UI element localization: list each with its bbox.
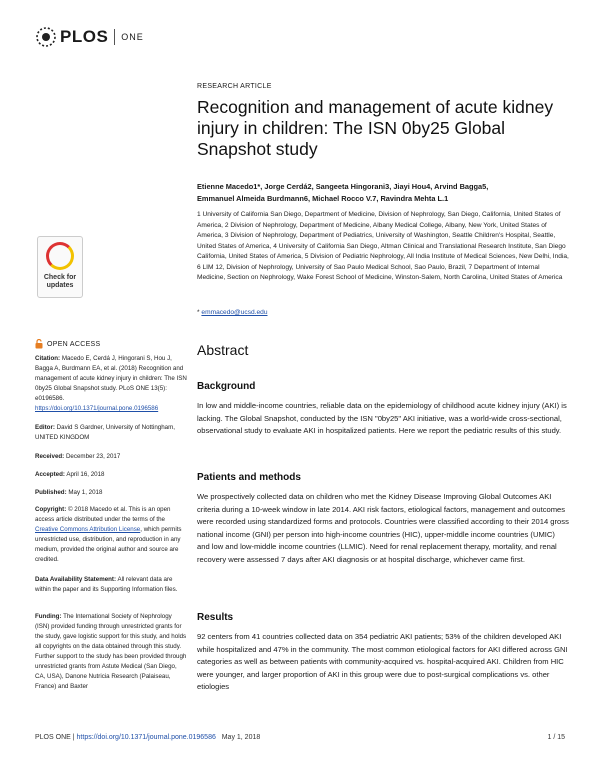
page-footer (35, 734, 565, 741)
footer-doi-link[interactable]: https://doi.org/10.1371/journal.pone.0196586 (76, 734, 216, 741)
methods-text: We prospectively collected data on children who met the Kidney Disease Improving Global Outcomes AKI criteria during a 10-week window in late 2014. AKI risk factors, etiological factors, management and outcomes were recorded using standardized forms and protocols. Countries were classified according to their 2014 gross national income (GNI) per person into high-income countries (HIC), upper-middle income countries (UMIC) and low and low-middle income countries (LLMIC). Need for renal replacement therapy, mortality, and renal recovery were assessed 7 days after AKI diagnosis or at hospital discharge, whichever came first. (197, 492, 569, 564)
received-block (35, 452, 187, 462)
article-type: RESEARCH ARTICLE (197, 83, 272, 90)
editor-block (35, 423, 187, 443)
check-updates-label: Check for updates (43, 274, 77, 289)
accepted-text: April 16, 2018 (66, 471, 105, 478)
copyright-text-1: © 2018 Macedo et al. This is an open access article distributed under the terms of the (35, 506, 171, 523)
footer-left (35, 734, 260, 741)
background-text: In low and middle-income countries, reliable data on the epidemiology of childhood acute kidney injury (AKI) is lacking. The Global Snapshot, conducted by the ISN "0by25" AKI initiative, was a world-wide cross-sectional, observational study to evaluate AKI in hospitalized patients. Here we report the pediatric results of this study. (197, 401, 567, 436)
license-link[interactable]: Creative Commons Attribution License (35, 526, 141, 533)
plos-logo (35, 26, 144, 48)
copyright-block (35, 505, 187, 565)
background-heading: Background (197, 381, 256, 392)
check-for-updates-badge[interactable] (37, 236, 83, 298)
citation-block (35, 354, 187, 414)
footer-journal: PLOS ONE (35, 734, 71, 741)
journal-name: PLOS (60, 27, 109, 46)
data-availability-block (35, 575, 187, 595)
copyright-label: Copyright: (35, 506, 67, 513)
open-lock-icon (35, 339, 43, 349)
accepted-block (35, 470, 187, 480)
journal-section: ONE (121, 32, 144, 42)
open-access (35, 339, 100, 349)
copyright-text-2: , which permits unrestricted use, distribution, and reproduction in any medium, provided the original author and source are credited. (35, 526, 182, 563)
citation-label: Citation: (35, 355, 61, 362)
received-text: December 23, 2017 (65, 453, 121, 460)
editor-label: Editor: (35, 424, 55, 431)
published-label: Published: (35, 489, 67, 496)
data-availability-label: Data Availability Statement: (35, 576, 117, 583)
check-updates-icon (46, 242, 74, 270)
affiliations: 1 University of California San Diego, Department of Medicine, Division of Nephrology, San Diego, California, United States of America, 2 Division of Nephrology, Department of Medicine, Albany Medical College, Albany, New York, United States of America, 3 Division of Nephrology, Department of Pediatrics, University of Washington, Seattle Children's Hospital, Seattle, United States of America, 4 University of California San Diego, Altman Clinical and Translational Research Institute, San Diego California, United States of America, 5 Division of Pediatric Nephrology, All India Institute of Medical Sciences, New Delhi, India, 6 LIM 12, Division of Nephrology, University of Sao Paulo Medical School, Sao Paulo, Brazil, 7 Department of Internal Medicine, Section on Nephrology, Wake Forest School of Medicine, Winston-Salem, North Carolina, United States of America (197, 211, 569, 281)
funding-label: Funding: (35, 613, 62, 620)
plos-mark-icon (35, 26, 57, 48)
footer-date: May 1, 2018 (221, 734, 261, 741)
authors-line-1: Etienne Macedo1*, Jorge Cerdá2, Sangeeta Hingorani3, Jiayi Hou4, Arvind Bagga5, (197, 182, 489, 191)
email-asterisk: * (197, 309, 200, 316)
footer-separator: | (72, 734, 75, 741)
corresponding-email (197, 309, 569, 316)
footer-page-number: 1 / 15 (547, 734, 565, 741)
received-label: Received: (35, 453, 65, 460)
methods-heading: Patients and methods (197, 472, 301, 483)
funding-block (35, 612, 187, 692)
authors-line-2: Emmanuel Almeida Burdmann6, Michael Rocco V.7, Ravindra Mehta L.1 (197, 194, 449, 203)
results-heading: Results (197, 612, 234, 623)
open-access-label: OPEN ACCESS (47, 340, 101, 348)
results-text: 92 centers from 41 countries collected data on 354 pediatric AKI patients; 53% of the children developed AKI while hospitalized and 47% in the community. The most common etiological factors for AKI differed across GNI categories as well as between patients with community-acquired vs. hospital-acquired AKI. Children from HIC were younger, and larger proportion of AKI in this group were due to post-surgical complications vs. other etiologies (197, 632, 568, 692)
email-link[interactable]: emmacedo@ucsd.edu (201, 309, 268, 316)
editor-text: David S Gardner, University of Nottingham, UNITED KINGDOM (35, 424, 175, 441)
published-text: May 1, 2018 (68, 489, 103, 496)
abstract-heading: Abstract (197, 342, 249, 358)
citation-doi-link[interactable]: https://doi.org/10.1371/journal.pone.0196586 (35, 405, 159, 412)
data-availability-text: All relevant data are within the paper and its Supporting Information files. (35, 576, 178, 593)
article-title: Recognition and management of acute kidney injury in children: The ISN 0by25 Global Snapshot study (197, 97, 554, 159)
funding-text: The International Society of Nephrology (ISN) provided funding through unrestricted grants for the study, gave logistic support for this study, and holds all copyrights on the data obtained through this study. Further support to the study has been provided through unrestricted grants from Astute Medical (San Diego, CA, USA), Danone Nutricia Research (Palaiseau, France) and Baxter (35, 613, 187, 690)
published-block (35, 488, 187, 498)
logo-divider (114, 29, 115, 45)
accepted-label: Accepted: (35, 471, 65, 478)
author-list (197, 181, 569, 205)
citation-text: Macedo E, Cerdá J, Hingorani S, Hou J, Bagga A, Burdmann EA, et al. (2018) Recognition and management of acute kidney injury in children: The ISN 0by25 Global Snapshot study. PLoS ONE 13(5): e0196586. (35, 355, 187, 402)
